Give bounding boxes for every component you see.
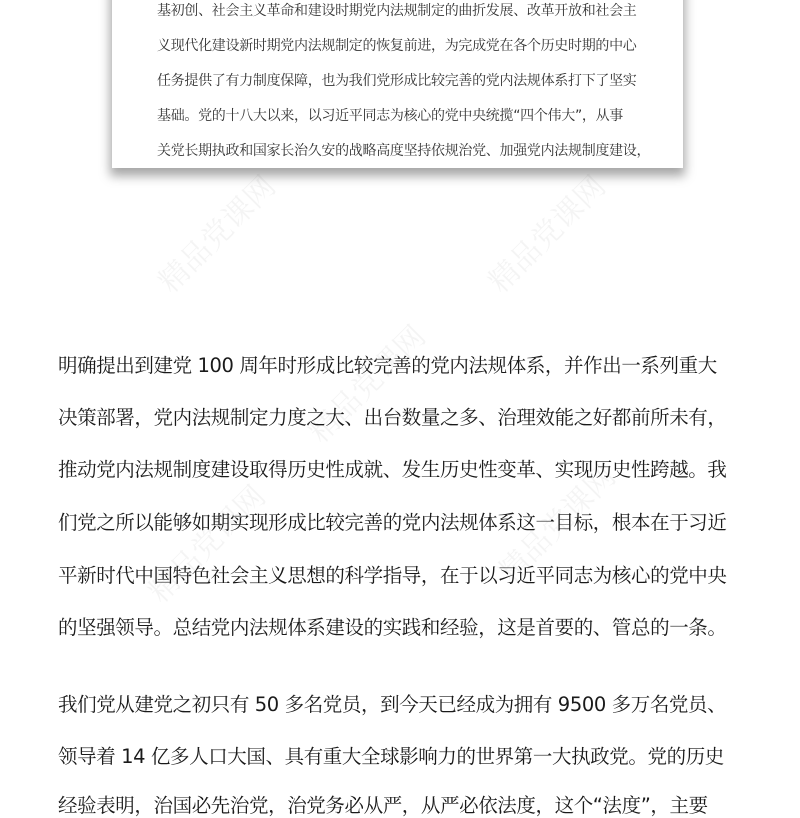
body-text-line: 经验表明，治国必先治党，治党务必从严，从严必依法度，这个“法度”，主要 [58, 794, 708, 817]
card-text-line: 基础。党的十八大以来，以习近平同志为核心的党中央统揽“四个伟大”，从事 [157, 108, 624, 124]
body-text-line: 们党之所以能够如期实现形成比较完善的党内法规体系这一目标，根本在于习近 [58, 511, 727, 534]
card-text-line: 任务提供了有力制度保障，也为我们党形成比较完善的党内法规体系打下了坚实 [157, 73, 637, 89]
card-text-line: 基初创、社会主义革命和建设时期党内法规制定的曲折发展、改革开放和社会主 [157, 3, 637, 19]
watermark [136, 473, 273, 610]
body-text-line: 决策部署，党内法规制定力度之大、出台数量之多、治理效能之好都前所未有， [58, 406, 727, 429]
watermark [146, 163, 283, 300]
body-text-line: 我们党从建党之初只有 50 多名党员，到今天已经成为拥有 9500 多万名党员、 [58, 693, 727, 716]
quoted-page-card [112, 0, 683, 168]
watermark [476, 163, 613, 300]
card-text-line: 关党长期执政和国家长治久安的战略高度坚持依规治党、加强党内法规制度建设， [157, 143, 651, 159]
body-text-line: 的坚强领导。总结党内法规体系建设的实践和经验，这是首要的、管总的一条。 [58, 616, 727, 639]
body-text-line: 推动党内法规制度建设取得历史性成就、发生历史性变革、实现历史性跨越。我 [58, 458, 727, 481]
body-text-line: 明确提出到建党 100 周年时形成比较完善的党内法规体系，并作出一系列重大 [58, 354, 717, 377]
body-text-line: 平新时代中国特色社会主义思想的科学指导，在于以习近平同志为核心的党中央 [58, 564, 727, 587]
watermark [296, 313, 433, 450]
card-text-line: 义现代化建设新时期党内法规制定的恢复前进，为完成党在各个历史时期的中心 [157, 38, 637, 54]
body-text-line: 领导着 14 亿多人口大国、具有重大全球影响力的世界第一大执政党。党的历史 [58, 745, 724, 768]
